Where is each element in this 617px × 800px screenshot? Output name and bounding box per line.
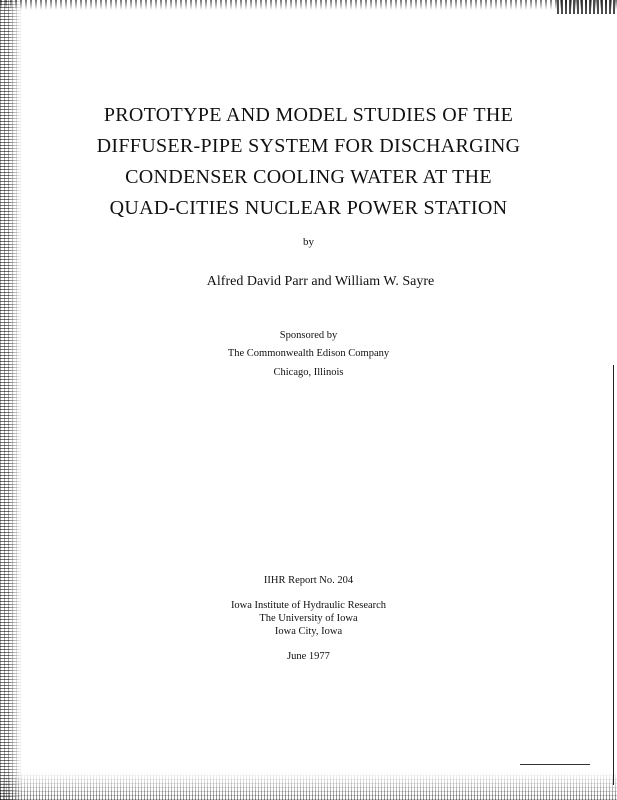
title-line-3: CONDENSER COOLING WATER AT THE (125, 166, 492, 188)
title-line-1: PROTOTYPE AND MODEL STUDIES OF THE (103, 104, 514, 126)
by-label: by (303, 236, 314, 248)
title-line-4: QUAD-CITIES NUCLEAR POWER STATION (109, 197, 508, 219)
scan-mark (520, 764, 590, 765)
report-number: IIHR Report No. 204 (263, 575, 354, 586)
title-line-2: DIFFUSER-PIPE SYSTEM FOR DISCHARGING (96, 135, 521, 157)
report-university: The University of Iowa (259, 613, 358, 624)
report-institute: Iowa Institute of Hydraulic Research (230, 600, 387, 611)
scan-noise-bottom (0, 772, 617, 800)
scan-noise-top (0, 0, 617, 10)
authors: Alfred David Parr and William W. Sayre (206, 274, 435, 289)
report-city: Iowa City, Iowa (274, 626, 343, 637)
sponsor-label: Sponsored by (279, 330, 338, 341)
report-date: June 1977 (287, 651, 330, 662)
sponsor-location: Chicago, Illinois (273, 367, 344, 378)
scan-noise-corner (557, 0, 617, 14)
sponsor-company: The Commonwealth Edison Company (227, 348, 390, 359)
